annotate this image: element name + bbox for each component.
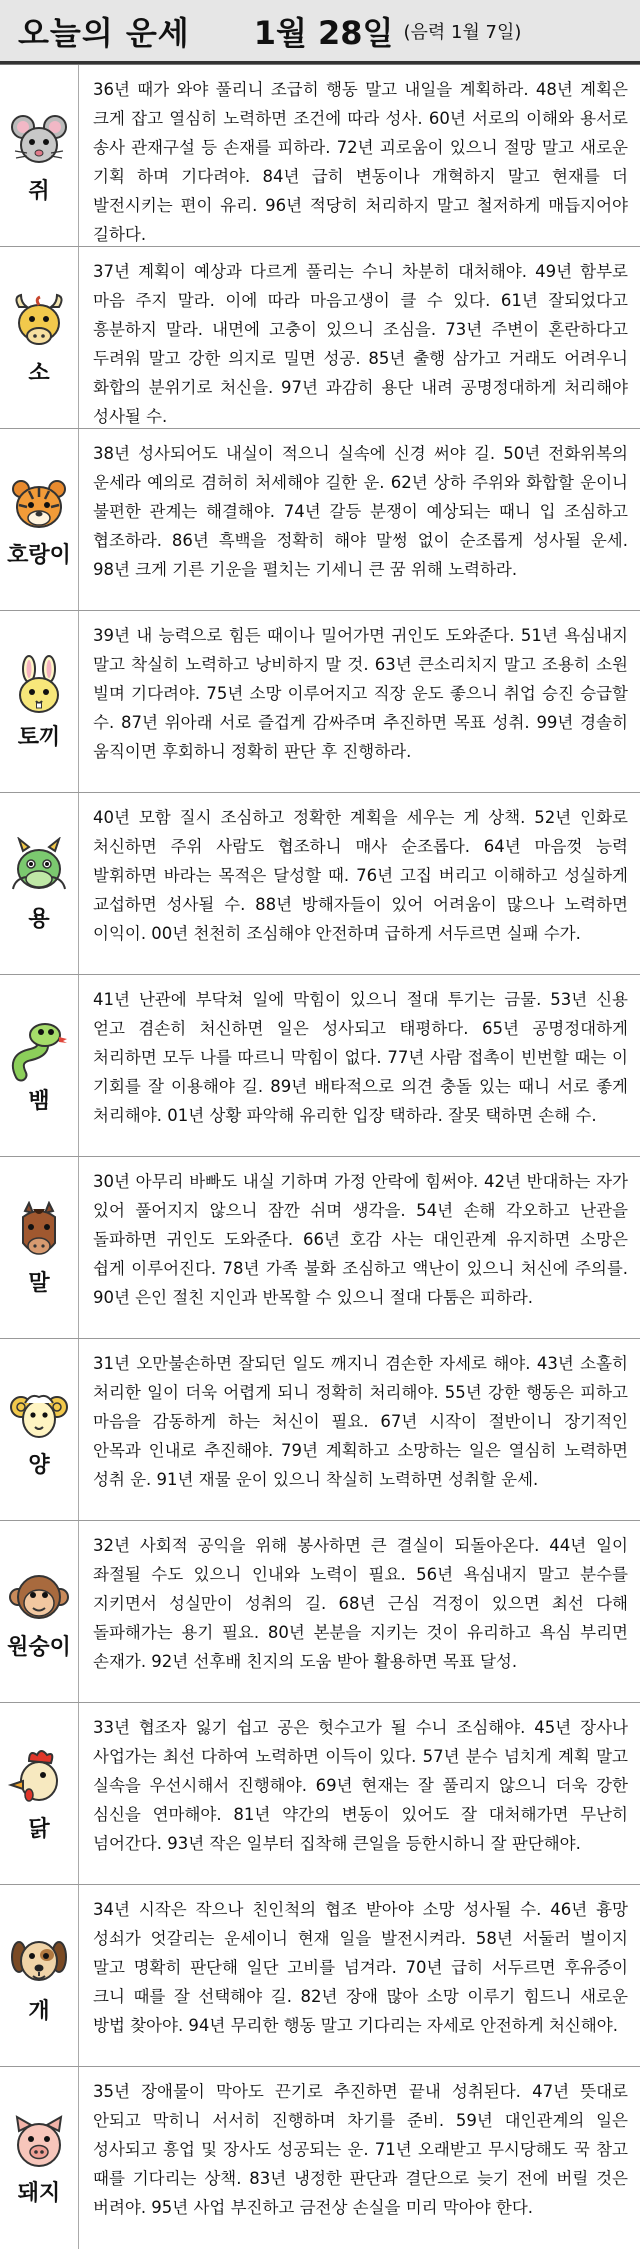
- tiger-icon: [7, 473, 71, 537]
- fortune-row-rat: [0, 65, 640, 247]
- animal-cell: [0, 2067, 79, 2249]
- fortune-text: 41년 난관에 부닥쳐 일에 막힘이 있으니 절대 투기는 금물. 53년 신용 얻고 겸손히 처신하면 일은 성사되고 태평하다. 65년 공명정대하게 처리하면 모두 나를 따르니 막힘이 없다. 77년 사람 접촉이 빈번할 때는 이 기회를 잘 이용해야 길. 89년 배타적으로 의견 충돌 있는 때니 서로 좋게 처리해야. 01년 상황 파악해 유리한 입장 택하라. 잘못 택하면 손해 수.: [93, 990, 628, 1125]
- fortune-text: 37년 계획이 예상과 다르게 풀리는 수니 차분히 대처해야. 49년 함부로 마음 주지 말라. 이에 따라 마음고생이 클 수 있다. 61년 잘되었다고 흥분하지 말라. 내면에 고충이 있으니 조심을. 73년 주변이 혼란하다고 두려워 말고 강한 의지로 밀면 성공. 85년 출행 삼가고 거래도 어려우니 화합의 분위기로 처신을. 97년 과감히 용단 내려 공명정대하게 처리해야 성사될 수.: [93, 262, 628, 426]
- pig-icon: [7, 2111, 71, 2175]
- fortune-row-pig: [0, 2067, 640, 2249]
- sheep-icon: [7, 1383, 71, 1447]
- animal-cell: [0, 1157, 79, 1338]
- fortune-row-tiger: [0, 429, 640, 611]
- fortune-row-dog: [0, 1885, 640, 2067]
- lunar-date-label: (음력 1월 7일): [403, 21, 522, 43]
- snake-icon: [7, 1019, 71, 1083]
- animal-name: 토끼: [17, 724, 61, 750]
- fortune-text: 30년 아무리 바빠도 내실 기하며 가정 안락에 힘써야. 42년 반대하는 자가 있어 풀어지지 않으니 잠깐 쉬며 생각을. 54년 손해 각오하고 난관을 돌파하면 귀인도 도와준다. 66년 호감 사는 대인관계 유지하면 소망은 쉽게 이루어진다. 78년 가족 불화 조심하고 액난이 있으니 처신에 주의를. 90년 은인 절친 지인과 반목할 수 있으니 절대 다툼은 피하라.: [93, 1172, 628, 1307]
- animal-name: 말: [28, 1270, 50, 1296]
- animal-name: 용: [28, 906, 50, 932]
- fortune-list: [0, 64, 640, 2249]
- animal-name: 소: [28, 360, 50, 386]
- ox-icon: [7, 291, 71, 355]
- animal-name: 닭: [28, 1816, 50, 1842]
- fortune-text: 39년 내 능력으로 힘든 때이나 밀어가면 귀인도 도와준다. 51년 욕심내지 말고 착실히 노력하고 낭비하지 말 것. 63년 큰소리치지 말고 조용히 소원 빌며 기다려야. 75년 소망 이루어지고 직장 운도 좋으니 취업 승진 승급할 수. 87년 위아래 서로 즐겁게 감싸주며 추진하면 목표 성취. 99년 경솔히 움직이면 후회하니 정확히 판단 후 진행하라.: [93, 626, 628, 761]
- fortune-row-sheep: [0, 1339, 640, 1521]
- animal-cell: [0, 793, 79, 974]
- animal-cell: [0, 429, 79, 610]
- animal-name: 원숭이: [7, 1634, 71, 1660]
- animal-cell: [0, 1703, 79, 1884]
- monkey-icon: [7, 1565, 71, 1629]
- fortune-row-horse: [0, 1157, 640, 1339]
- rooster-icon: [7, 1747, 71, 1811]
- animal-cell: [0, 1521, 79, 1702]
- animal-name: 돼지: [17, 2181, 61, 2206]
- animal-cell: [0, 1885, 79, 2066]
- fortune-text: 34년 시작은 작으나 친인척의 협조 받아야 소망 성사될 수. 46년 흉망 성쇠가 엇갈리는 운세이니 현재 일을 발전시켜라. 58년 서둘러 벌이지 말고 명확히 판단해 일단 고비를 넘겨라. 70년 급히 서두르면 후유증이 크니 때를 잘 선택해야 길. 82년 장애 많아 소망 이루기 힘드니 새로운 방법 찾아야. 94년 무리한 행동 말고 기다리는 자세로 안전하게 처신해야.: [93, 1900, 628, 2035]
- dragon-icon: [7, 837, 71, 901]
- fortune-row-snake: [0, 975, 640, 1157]
- fortune-row-rabbit: [0, 611, 640, 793]
- dog-icon: [7, 1929, 71, 1993]
- animal-name: 뱀: [28, 1088, 50, 1114]
- rat-icon: [7, 109, 71, 173]
- fortune-text: 38년 성사되어도 내실이 적으니 실속에 신경 써야 길. 50년 전화위복의 운세라 예의로 겸허히 처세해야 길한 운. 62년 상하 주위와 화합할 운이니 불편한 관계는 해결해야. 74년 갈등 분쟁이 예상되는 때니 입 조심하고 협조하라. 86년 흑백을 정확히 해야 말썽 없이 순조롭게 성사될 운세. 98년 크게 기른 기운을 펼치는 기세니 큰 꿈 위해 노력하라.: [93, 444, 628, 579]
- fortune-text: 35년 장애물이 막아도 끈기로 추진하면 끝내 성취된다. 47년 뜻대로 안되고 막히니 서서히 진행하며 차기를 준비. 59년 대인관계의 일은 성사되고 흥업 및 장사도 성공되는 운. 71년 오래받고 무시당해도 꾹 참고 때를 기다리는 상책. 83년 냉정한 판단과 결단으로 늦기 전에 버릴 것은 버려야. 95년 사업 부진하고 금전상 손실을 미리 막아야 한다.: [93, 2082, 628, 2217]
- animal-cell: [0, 975, 79, 1156]
- fortune-text: 31년 오만불손하면 잘되던 일도 깨지니 겸손한 자세로 해야. 43년 소홀히 처리한 일이 더욱 어렵게 되니 정확히 처리해야. 55년 강한 행동은 피하고 마음을 감동하게 하는 처신이 필요. 67년 시작이 절반이니 장기적인 안목과 인내로 추진해야. 79년 계획하고 소망하는 일은 열심히 노력하면 성취 운. 91년 재물 운이 있으니 착실히 노력하면 성취할 운세.: [93, 1354, 628, 1489]
- animal-name: 양: [28, 1452, 50, 1478]
- date-label: 1월 28일: [253, 13, 394, 52]
- fortune-row-rooster: [0, 1703, 640, 1885]
- fortune-row-monkey: [0, 1521, 640, 1703]
- fortune-text: 40년 모함 질시 조심하고 정확한 계획을 세우는 게 상책. 52년 인화로 처신하면 주위 사람도 협조하니 매사 순조롭다. 64년 마음껏 능력 발휘하면 바라는 목적은 달성할 때. 76년 고집 버리고 이해하고 성실하게 교섭하면 성사될 수. 88년 방해자들이 있어 어려움이 많으나 노력하면 이익이. 00년 천천히 조심해야 안전하며 급하게 서두르면 실패 수가.: [93, 808, 628, 943]
- page-title: 오늘의 운세: [18, 13, 190, 52]
- animal-name: 호랑이: [7, 542, 71, 568]
- animal-cell: [0, 611, 79, 792]
- animal-cell: [0, 1339, 79, 1520]
- fortune-row-dragon: [0, 793, 640, 975]
- animal-cell: [0, 247, 79, 428]
- animal-name: 쥐: [28, 178, 50, 204]
- fortune-row-ox: [0, 247, 640, 429]
- horse-icon: [7, 1201, 71, 1265]
- fortune-text: 36년 때가 와야 풀리니 조급히 행동 말고 내일을 계획하라. 48년 계획은 크게 잡고 열심히 노력하면 조건에 따라 성사. 60년 서로의 이해와 용서로 송사 관재구설 등 손재를 피하라. 72년 괴로움이 있으니 절망 말고 새로운 기획 하며 기다려야. 84년 급히 변동이나 개혁하지 말고 현재를 더 발전시키는 편이 유리. 96년 적당히 처리하지 말고 철저하게 매듭지어야 길하다.: [93, 80, 628, 244]
- animal-cell: [0, 65, 79, 246]
- animal-name: 개: [28, 1998, 50, 2024]
- rabbit-icon: [7, 655, 71, 719]
- header: [0, 0, 640, 64]
- fortune-text: 32년 사회적 공익을 위해 봉사하면 큰 결실이 되돌아온다. 44년 일이 좌절될 수도 있으니 인내와 노력이 필요. 56년 욕심내지 말고 분수를 지키면서 성실만이 성취의 길. 68년 근심 걱정이 있으면 최선 다해 돌파해가는 용기 필요. 80년 본분을 지키는 것이 유리하고 욕심 부리면 손재가. 92년 선후배 친지의 도움 받아 활용하면 목표 달성.: [93, 1536, 628, 1671]
- fortune-text: 33년 협조자 잃기 쉽고 공은 헛수고가 될 수니 조심해야. 45년 장사나 사업가는 최선 다하여 노력하면 이득이 있다. 57년 분수 넘치게 계획 말고 실속을 우선시해서 진행해야. 69년 현재는 잘 풀리지 않으니 더욱 강한 심신을 연마해야. 81년 약간의 변동이 있어도 잘 대처해가면 무난히 넘어간다. 93년 작은 일부터 집착해 큰일을 등한시하니 잘 판단해야.: [93, 1718, 628, 1853]
